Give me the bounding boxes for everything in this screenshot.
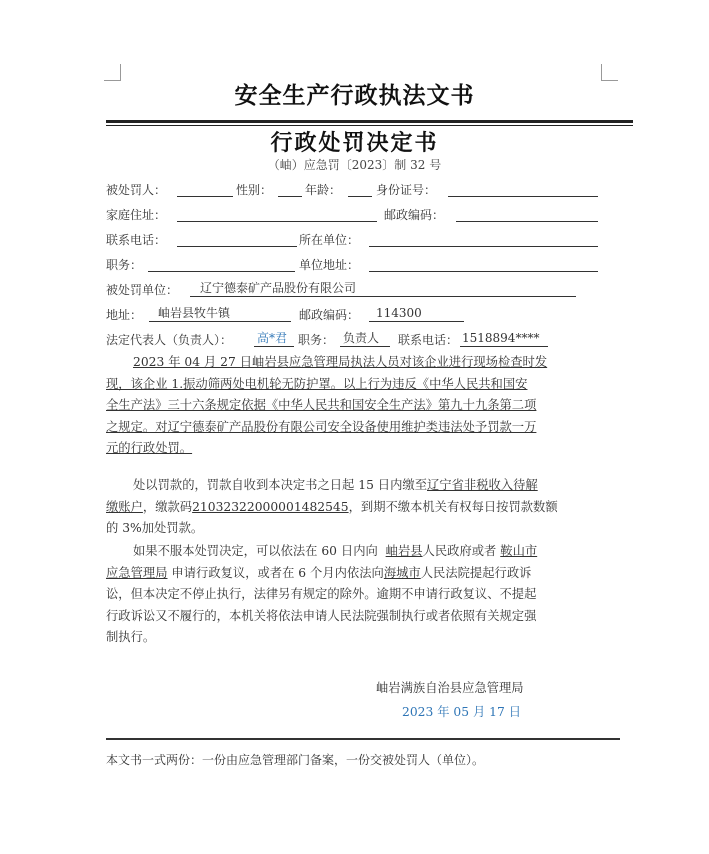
position-label: 职务： xyxy=(106,258,143,272)
signature-organization: 岫岩满族自治县应急管理局 xyxy=(376,681,524,695)
payment-account-a: 辽宁省非税收入待解 xyxy=(427,478,538,492)
legal-rep-label: 法定代表人（负责人）： xyxy=(106,333,233,347)
field-row-phone xyxy=(106,231,600,249)
id-number-label: 身份证号： xyxy=(376,183,437,197)
penalized-person-label: 被处罚人： xyxy=(106,183,167,197)
phone-blank[interactable] xyxy=(177,231,297,247)
penalized-unit-value: 辽宁德泰矿产品股份有限公司 xyxy=(200,281,357,295)
payment-line-3: 的 3%加处罚款。 xyxy=(106,521,204,535)
legal-rep-position-value: 负责人 xyxy=(343,331,380,345)
document-number: （岫）应急罚〔2023〕制 32 号 xyxy=(267,158,442,172)
appeal-text-pre: 如果不服本处罚决定，可以依法在 60 日内向 xyxy=(133,544,378,558)
unit-postal-value: 114300 xyxy=(376,306,422,320)
footer-note: 本文书一式两份：一份由应急管理部门备案，一份交被处罚人（单位）。 xyxy=(106,753,485,767)
home-address-blank[interactable] xyxy=(177,206,377,222)
findings-line-5: 元的行政处罚。 xyxy=(106,441,193,455)
unit-blank[interactable] xyxy=(369,231,598,247)
gender-label: 性别： xyxy=(236,183,273,197)
paragraph-payment xyxy=(106,475,600,540)
appeal-line2-post: 人民法院提起行政诉 xyxy=(420,565,532,580)
field-row-position xyxy=(106,256,600,274)
paragraph-findings xyxy=(106,352,600,460)
header-rule-thick xyxy=(106,120,633,123)
legal-rep-value: 高*君 xyxy=(257,331,288,345)
age-label: 年龄： xyxy=(305,183,342,197)
appeal-bureau-b: 应急管理局 xyxy=(106,565,168,580)
payment-text-pre: 处以罚款的，罚款自收到本决定书之日起 15 日内缴至 xyxy=(133,478,427,492)
footer-rule xyxy=(106,738,620,740)
appeal-line-4: 行政诉讼又不履行的，本机关将依法申请人民法院强制执行或者依照有关规定强 xyxy=(106,608,537,623)
field-row-penalized-person xyxy=(106,181,600,199)
id-number-blank[interactable] xyxy=(448,181,598,197)
gender-blank[interactable] xyxy=(278,181,302,197)
appeal-government: 岫岩县 xyxy=(385,544,423,558)
unit-label: 所在单位： xyxy=(299,233,360,247)
legal-rep-position-label: 职务： xyxy=(298,333,335,347)
appeal-line-3: 讼，但本决定不停止执行，法律另有规定的除外。逾期不申请行政复议、不提起 xyxy=(106,587,537,601)
paragraph-appeal xyxy=(106,541,600,649)
field-row-legal-representative xyxy=(106,331,600,349)
phone-label: 联系电话： xyxy=(106,233,167,247)
payment-account-b: 缴账户 xyxy=(106,499,143,514)
payment-text-mid: ，缴款码 xyxy=(142,499,193,514)
findings-line-1: 2023 年 04 月 27 日岫岩县应急管理局执法人员对该企业进行现场检查时发 xyxy=(133,355,548,369)
position-blank[interactable] xyxy=(148,256,295,272)
field-row-penalized-unit xyxy=(106,281,600,299)
age-blank[interactable] xyxy=(348,181,372,197)
appeal-line-5: 制执行。 xyxy=(106,630,156,644)
payment-text-post: ，到期不缴本机关有权每日按罚款数额 xyxy=(348,499,558,514)
payment-code: 21032322000001482545 xyxy=(192,499,349,514)
address-value: 岫岩县牧牛镇 xyxy=(158,306,231,320)
home-address-label: 家庭住址： xyxy=(106,208,167,222)
findings-line-4: 之规定。对辽宁德泰矿产品股份有限公司安全设备使用维护类违法处予罚款一万 xyxy=(106,419,537,434)
postal-code-label: 邮政编码： xyxy=(384,208,445,222)
contact-phone-label: 联系电话： xyxy=(398,333,459,347)
field-row-address xyxy=(106,306,600,324)
appeal-line2-mid: 申请行政复议，或者在 6 个月内依法向 xyxy=(171,565,384,580)
address-label: 地址： xyxy=(106,308,143,322)
appeal-bureau-a: 鞍山市 xyxy=(500,544,538,558)
penalized-person-blank[interactable] xyxy=(177,181,233,197)
contact-phone-value: 1518894**** xyxy=(462,331,540,345)
findings-line-3: 全生产法》三十六条规定依据《中华人民共和国安全生产法》第九十九条第二项 xyxy=(106,398,537,412)
appeal-court: 海城市 xyxy=(383,565,421,580)
postal-code-blank[interactable] xyxy=(456,206,598,222)
header-title: 安全生产行政执法文书 xyxy=(234,82,475,109)
unit-address-blank[interactable] xyxy=(369,256,598,272)
field-row-home-address xyxy=(106,206,600,224)
signature-date: 2023 年 05 月 17 日 xyxy=(402,705,522,719)
appeal-government-post: 人民政府或者 xyxy=(422,544,497,558)
unit-postal-label: 邮政编码： xyxy=(299,308,360,322)
findings-line-2: 现，该企业 1.振动筛两处电机轮无防护罩。以上行为违反《中华人民共和国安 xyxy=(106,376,528,391)
document-title: 行政处罚决定书 xyxy=(270,130,439,156)
penalized-unit-label: 被处罚单位： xyxy=(106,283,179,297)
unit-address-label: 单位地址： xyxy=(299,258,360,272)
